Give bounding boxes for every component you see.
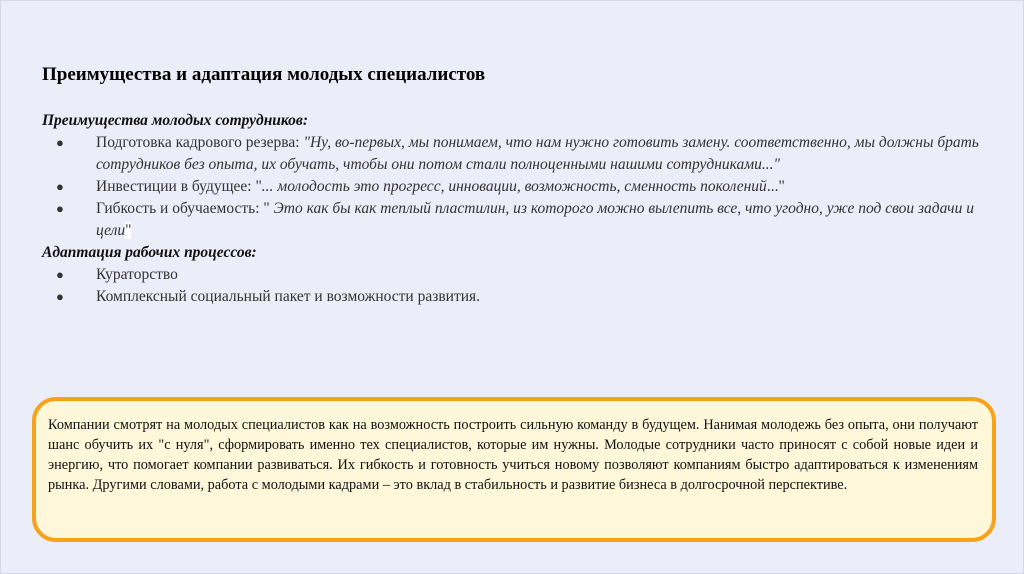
adaptation-heading: Адаптация рабочих процессов: [42,244,257,261]
list-item [42,132,982,176]
slide-content [42,110,982,308]
item-label: Подготовка кадрового резерва: [96,134,304,151]
adaptation-list [42,264,982,308]
list-item [42,286,982,308]
item-label: Инвестиции в будущее: " [96,178,262,195]
item-tail: " [125,222,132,239]
list-item [42,198,982,242]
item-label: Гибкость и обучаемость: " [96,200,274,217]
advantages-heading: Преимущества молодых сотрудников: [42,112,309,129]
bullet-icon: ● [56,289,64,304]
bullet-icon: ● [56,179,64,194]
item-label: Комплексный социальный пакет и возможности развития. [96,288,481,305]
bullet-icon: ● [56,201,64,216]
item-quote: "Ну, во-первых, мы понимаем, что нам нужно готовить замену. соответственно, мы должны брать сотрудников без опыта, их обучать, чтобы они потом стали полноценными нашими сотрудниками..." [96,134,979,173]
list-item [42,264,982,286]
summary-box: Компании смотрят на молодых специалистов как на возможность построить сильную команду в будущем. Нанимая молодежь без опыта, они получают шанс обучить их "с нуля", сформировать именно тех специалистов, которые им нужны. Молодые сотрудники часто приносят с собой новые идеи и энергию, что помогает компании развиваться. Их гибкость и готовность учиться новому позволяют компаниям быстро адаптироваться к изменениям рынка. Другими словами, работа с молодыми кадрами – это вклад в стабильность и развитие бизнеса в долгосрочной перспективе. [32,397,996,542]
advantages-list [42,132,982,242]
item-quote: Это как бы как теплый пластилин, из которого можно вылепить все, что угодно, уже под свои задачи и цели [96,200,974,239]
bullet-icon: ● [56,267,64,282]
slide-title: Преимущества и адаптация молодых специалистов [42,64,486,85]
list-item [42,176,982,198]
item-tail: ..." [766,178,785,195]
item-quote: ... молодость это прогресс, инновации, возможность, сменность поколений [261,178,767,195]
item-label: Кураторство [96,266,178,283]
bullet-icon: ● [56,135,64,150]
